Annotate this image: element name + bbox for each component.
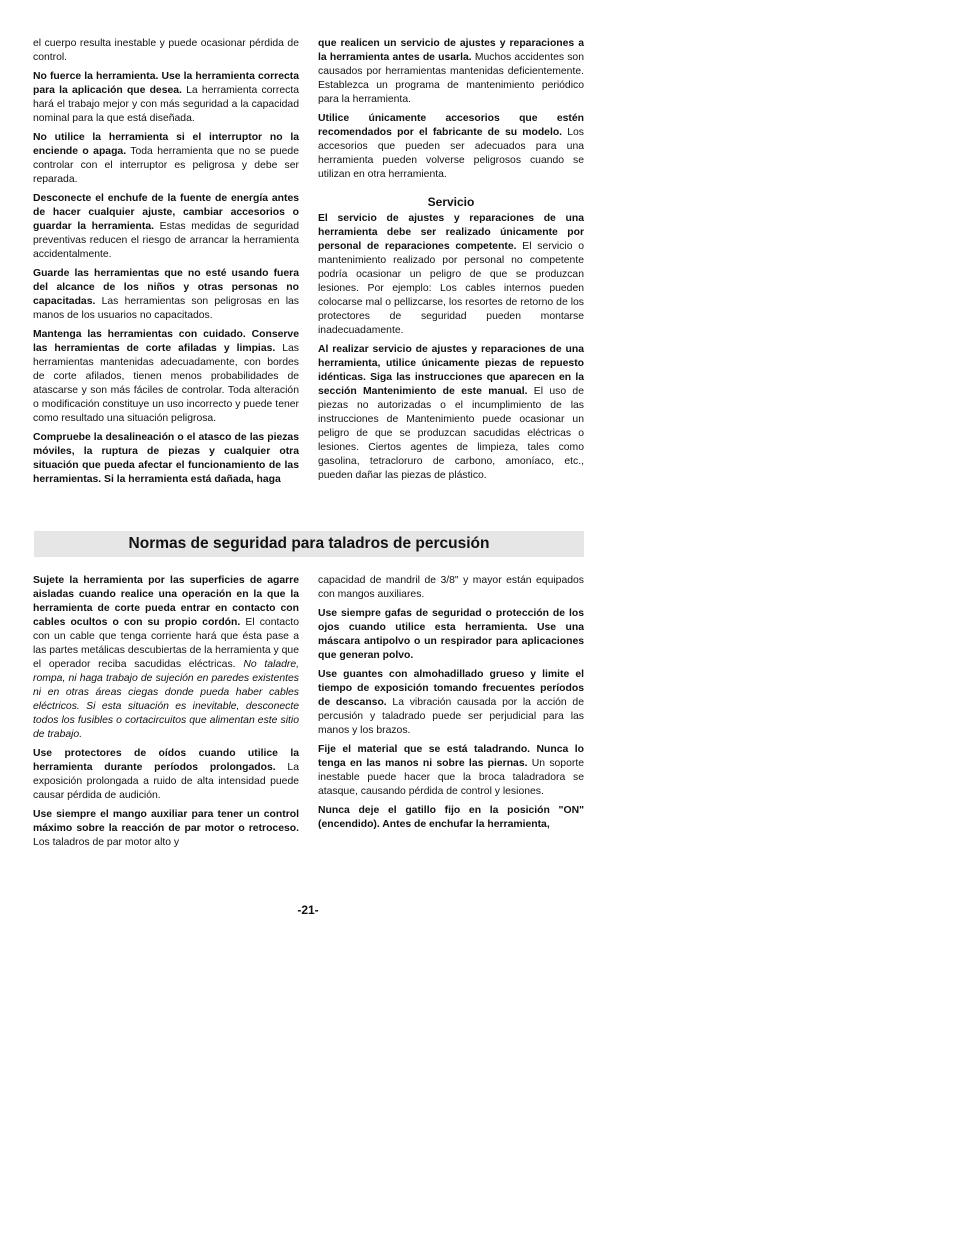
paragraph: No utilice la herramienta si el interruptor no la enciende o apaga. Toda herramienta que no se puede controlar con el interruptor es peligrosa y debe ser reparada. (33, 132, 299, 185)
paragraph (318, 804, 584, 832)
paragraph: Use guantes con almohadillado grueso y limite el tiempo de exposición tomando frecuentes períodos de descanso. La vibración causada por la acción de percusión y taladrado puede ser perjudicial para las manos y los brazos. (318, 669, 584, 736)
paragraph (318, 607, 584, 663)
paragraph-bold: Fije el material que se está taladrando. Nunca lo tenga en las manos ni sobre las piernas. (318, 744, 584, 769)
paragraph-bold: No fuerce la herramienta. Use la herramienta correcta para la aplicación que desea. (33, 71, 299, 96)
paragraph: el cuerpo resulta inestable y puede ocasionar pérdida de control. (33, 38, 299, 63)
paragraph (33, 431, 299, 487)
paragraph-bold: Desconecte el enchufe de la fuente de energía antes de hacer cualquier ajuste, cambiar accesorios o guardar la herramienta. (33, 193, 299, 232)
paragraph-bold: Mantenga las herramientas con cuidado. Conserve las herramientas de corte afiladas y limpias. (33, 329, 299, 354)
paragraph-bold: Use guantes con almohadillado grueso y limite el tiempo de exposición tomando frecuentes períodos de descanso. (318, 669, 584, 708)
paragraph-bold: Use siempre gafas de seguridad o protección de los ojos cuando utilice esta herramienta. Use una máscara antipolvo o un respirador para aplicaciones que generan polvo. (318, 608, 584, 661)
paragraph: capacidad de mandril de 3/8" y mayor están equipados con mangos auxiliares. (318, 575, 584, 600)
paragraph: Mantenga las herramientas con cuidado. Conserve las herramientas de corte afiladas y limpias. Las herramientas mantenidas adecuadamente, con bordes de corte afilados, tienen menos probabilidades de atascarse y son más fáciles de controlar. Toda alteración o modificación constituye un uso incorrecto y puede tener como resultado una situación peligrosa. (33, 329, 299, 424)
paragraph: Fije el material que se está taladrando. Nunca lo tenga en las manos ni sobre las piernas. Un soporte inestable puede hacer que la broca taladradora se atasque, causando pérdida de control y lesiones. (318, 744, 584, 797)
paragraph: Guarde las herramientas que no esté usando fuera del alcance de los niños y otras personas no capacitadas. Las herramientas son peligrosas en las manos de los usuarios no capacitados. (33, 268, 299, 321)
paragraph: Use siempre el mango auxiliar para tener un control máximo sobre la reacción de par motor o retroceso. Los taladros de par motor alto y (33, 809, 299, 848)
paragraph-bold: que realicen un servicio de ajustes y reparaciones a la herramienta antes de usarla. (318, 38, 584, 63)
paragraph-bold: Use protectores de oídos cuando utilice la herramienta durante períodos prolongados. (33, 748, 299, 773)
paragraph: Sujete la herramienta por las superficies de agarre aisladas cuando realice una operación en la que la herramienta de corte pueda entrar en contacto con cables ocultos o con su propio cordón. El contacto con un cable que tenga corriente hará que ésta pase a las partes metálicas descubiertas de la herramienta y que el operador reciba sacudidas eléctricas. No taladre, rompa, ni haga trabajo de sujeción en paredes existentes ni en otras áreas ciegas donde pueda haber cables eléctricos. Si esta situación es inevitable, desconecte todos los fusibles o cortacircuitos que alimentan este sitio de trabajo. (33, 575, 300, 740)
paragraph-bold: No utilice la herramienta si el interruptor no la enciende o apaga. (33, 132, 299, 157)
paragraph: Utilice únicamente accesorios que estén recomendados por el fabricante de su modelo. Los accesorios que pueden ser adecuados para una herramienta pueden volverse peligrosos cuando se utilizan en otra herramienta. (318, 113, 584, 180)
paragraph-bold: Sujete la herramienta por las superficies de agarre aisladas cuando realice una operación en la que la herramienta de corte pueda entrar en contacto con cables ocultos o con su propio cordón. (33, 575, 299, 628)
column-top-right (318, 37, 584, 488)
paragraph-italic: No taladre, rompa, ni haga trabajo de sujeción en paredes existentes ni en otras áreas ciegas donde pueda haber cables eléctricos. Si esta situación es inevitable, desconecte todos los fusibles o cortacircuitos que alimentan este sitio de trabajo. (33, 659, 300, 740)
column-bottom-right (318, 574, 584, 837)
section-title: Normas de seguridad para taladros de percusión (34, 531, 584, 557)
page-number: -21- (297, 903, 319, 917)
paragraph: Use protectores de oídos cuando utilice la herramienta durante períodos prolongados. La exposición prolongada a ruido de alta intensidad puede causar pérdida de audición. (33, 748, 299, 801)
paragraph-bold: Nunca deje el gatillo fijo en la posición "ON" (encendido). Antes de enchufar la herramienta, (318, 805, 584, 830)
paragraph-bold: Compruebe la desalineación o el atasco de las piezas móviles, la ruptura de piezas y cualquier otra situación que pueda afectar el funcionamiento de las herramientas. Si la herramienta está dañada, haga (33, 432, 299, 485)
paragraph-bold: Use siempre el mango auxiliar para tener un control máximo sobre la reacción de par motor o retroceso. (33, 809, 299, 834)
paragraph-bold: Utilice únicamente accesorios que estén recomendados por el fabricante de su modelo. (318, 113, 584, 138)
paragraph: Al realizar servicio de ajustes y reparaciones de una herramienta, utilice únicamente piezas de repuesto idénticas. Siga las instrucciones que aparecen en la sección Mantenimiento de este manual. El uso de piezas no autorizadas o el incumplimiento de las instrucciones de Mantenimiento puede ocasionar un peligro de que se produzcan sacudidas eléctricas o lesiones. Ciertos agentes de limpieza, tales como gasolina, tetracloruro de carbono, amoníaco, etc., pueden dañar las piezas de plástico. (318, 344, 584, 481)
column-top-left (33, 37, 299, 492)
column-bottom-left (33, 574, 299, 855)
paragraph-bold: El servicio de ajustes y reparaciones de una herramienta debe ser realizado únicamente por personal de reparaciones competente. (318, 213, 584, 252)
paragraph: que realicen un servicio de ajustes y reparaciones a la herramienta antes de usarla. Muchos accidentes son causados por herramientas mantenidas deficientemente. Establezca un programa de mantenimiento periódico para la herramienta. (318, 38, 584, 105)
paragraph-bold: Al realizar servicio de ajustes y reparaciones de una herramienta, utilice únicamente piezas de repuesto idénticas. Siga las instrucciones que aparecen en la sección Mantenimiento de este manual. (318, 344, 584, 397)
paragraph: El servicio de ajustes y reparaciones de una herramienta debe ser realizado únicamente por personal de reparaciones competente. El servicio o mantenimiento realizado por personal no competente podría ocasionar un peligro de que se produzcan lesiones. Por ejemplo: Los cables internos pueden colocarse mal o pellizcarse, los resortes de retorno de los protectores de seguridad pueden montarse inadecuadamente. (318, 213, 585, 336)
service-heading: Servicio (427, 195, 475, 209)
paragraph: Desconecte el enchufe de la fuente de energía antes de hacer cualquier ajuste, cambiar accesorios o guardar la herramienta. Estas medidas de seguridad preventivas reducen el riesgo de arrancar la herramienta accidentalmente. (33, 193, 299, 260)
paragraph-bold: Guarde las herramientas que no esté usando fuera del alcance de los niños y otras personas no capacitadas. (33, 268, 299, 307)
paragraph: No fuerce la herramienta. Use la herramienta correcta para la aplicación que desea. La herramienta correcta hará el trabajo mejor y con más seguridad a la capacidad nominal para la que está diseñada. (33, 71, 299, 124)
